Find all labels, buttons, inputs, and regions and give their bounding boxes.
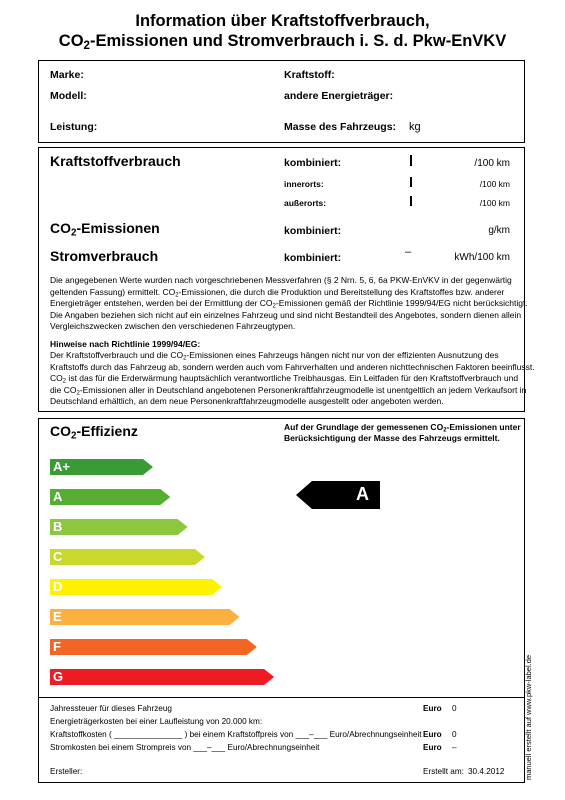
- efficiency-arrow-icon: [50, 609, 240, 625]
- value-mark-ausserorts: [410, 196, 412, 206]
- label-energietraegerkosten: Energieträgerkosten bei einer Laufleistung von 20.000 km:: [50, 717, 263, 726]
- efficiency-class-label: D: [53, 579, 63, 594]
- efficiency-arrow-icon: [50, 639, 257, 655]
- efficiency-class-f: [50, 639, 257, 655]
- costs-divider: [38, 697, 525, 698]
- label-kombiniert-strom: kombiniert:: [284, 252, 342, 264]
- label-kombiniert: kombiniert:: [284, 157, 342, 169]
- efficiency-arrow-icon: [50, 549, 205, 565]
- label-erstellt-am: Erstellt am:: [423, 767, 464, 776]
- rating-label: A: [356, 484, 369, 504]
- side-credit-text: manuell erstellt auf www.pkw-label.de: [524, 654, 533, 780]
- value-mark-kombiniert: [410, 155, 412, 166]
- vehicle-info-box: [38, 60, 525, 143]
- efficiency-class-b: [50, 519, 188, 535]
- label-andere-energietraeger: andere Energieträger:: [284, 90, 394, 102]
- erstellt-date: 30.4.2012: [468, 767, 505, 776]
- label-ersteller: Ersteller:: [50, 767, 83, 776]
- efficiency-arrow-icon: [50, 669, 274, 685]
- steuer-currency: Euro: [423, 704, 442, 713]
- label-leistung: Leistung:: [50, 121, 98, 133]
- efficiency-class-label: A+: [53, 459, 70, 474]
- label-kraftstoffkosten: Kraftstoffkosten ( _______________ ) bei einem Kraftstoffpreis von ___–___ Euro/Abrechnungseinheit: [50, 730, 422, 739]
- label-stromkosten: Stromkosten bei einem Strompreis von ___–___ Euro/Abrechnungseinheit: [50, 743, 320, 752]
- kraftstoff-currency: Euro: [423, 730, 442, 739]
- label-ausserorts: außerorts:: [284, 198, 327, 208]
- heading-kraftstoffverbrauch: Kraftstoffverbrauch: [50, 153, 181, 169]
- notes-hint-title: Hinweise nach Richtlinie 1999/94/EG:: [50, 339, 201, 349]
- value-mark-innerorts: [410, 177, 412, 187]
- side-credit: [520, 650, 538, 780]
- steuer-value: 0: [452, 704, 457, 713]
- efficiency-class-label: E: [53, 609, 62, 624]
- label-masse: Masse des Fahrzeugs:: [284, 121, 397, 133]
- label-kraftstoff: Kraftstoff:: [284, 69, 335, 81]
- heading-co2-emissionen: $CO_2$-Emissionen: [50, 220, 160, 239]
- efficiency-class-label: G: [53, 669, 64, 684]
- notes-paragraph-2: Der Kraftstoffverbrauch und die $CO_2$-Emissionen eines Fahrzeugs hängen nicht nur von der effizienten Ausnutzung des Kraftstoffs durch das Fahrzeug ab, sondern werden auch vom Fahrverhalten und anderen nichttechnischen Faktoren beeinflusst. $CO_2$ ist das für die Erderwärmung hauptsächlich verantwortliche Treibhausgas. Ein Leitfaden für den Kraftstoffverbrauch und die $CO_2$-Emissionen aller in Deutschland angebotenen Personenkraftfahrzeugmodelle ist unentgeltlich an jedem Verkaufsort in Deutschland erhältlich, an dem neue Personenkraftfahrzeugmodelle ausgestellt oder angeboten werden.: [50, 350, 535, 407]
- label-kombiniert-co2: kombiniert:: [284, 225, 342, 237]
- efficiency-class-label: A: [53, 489, 63, 504]
- efficiency-arrow-icon: [50, 579, 222, 595]
- efficiency-class-a: [50, 489, 170, 505]
- label-jahressteuer: Jahressteuer für dieses Fahrzeug: [50, 704, 172, 713]
- efficiency-class-d: [50, 579, 222, 595]
- rating-indicator: [296, 481, 380, 509]
- page-title-line-2: $CO_2$-Emissionen und Stromverbrauch i. S. d. Pkw-EnVKV: [58, 32, 507, 52]
- strom-value: –: [452, 743, 457, 752]
- efficiency-class-g: [50, 669, 274, 685]
- efficiency-class-label: F: [53, 639, 61, 654]
- efficiency-class-label: B: [53, 519, 63, 534]
- efficiency-arrow-icon: [50, 519, 188, 535]
- efficiency-class-e: [50, 609, 240, 625]
- efficiency-class-a-plus: [50, 459, 153, 475]
- strom-currency: Euro: [423, 743, 442, 752]
- label-marke: Marke:: [50, 69, 84, 81]
- unit-innerorts: /100 km: [479, 179, 510, 189]
- efficiency-class-c: [50, 549, 205, 565]
- masse-unit: kg: [409, 121, 421, 133]
- unit-kwh: kWh/100 km: [454, 252, 510, 263]
- efficiency-basis-note: Auf der Grundlage der gemessenen $CO_2$-Emissionen unter Berücksichtigung der Masse des Fahrzeugs ermittelt.: [284, 422, 521, 443]
- efficiency-class-label: C: [53, 549, 63, 564]
- efficiency-arrow-icon: [50, 489, 170, 505]
- unit-gkm: g/km: [488, 225, 510, 236]
- kraftstoff-value: 0: [452, 730, 457, 739]
- strom-dash: –: [405, 246, 412, 258]
- label-modell: Modell:: [50, 90, 87, 102]
- heading-co2-effizienz: $CO_2$-Effizienz: [50, 423, 138, 442]
- unit-ausserorts: /100 km: [479, 198, 510, 208]
- notes-paragraph-1: Die angegebenen Werte wurden nach vorgeschriebenen Messverfahren (§ 2 Nrn. 5, 6, 6a PKW-EnVKV in der gegenwärtig geltenden Fassung) ermittelt. $CO_2$-Emissionen, die durch die Produktion und Bereitstellung des Kraftstoffes bzw. anderer Energieträger entstehen, werden bei der Ermittlung der $CO_2$-Emissionen gemäß der Richtlinie 1999/94/EG nicht berücksichtigt. Die Angaben beziehen sich nicht auf ein einzelnes Fahrzeug und sind nicht Bestandteil des Angebotes, sondern dienen allein Vergleichszwecken zwischen den verschiedenen Fahrzeugtypen.: [50, 275, 528, 332]
- unit-kombiniert: /100 km: [474, 158, 510, 169]
- page-title-line-1: Information über Kraftstoffverbrauch,: [135, 12, 430, 30]
- heading-stromverbrauch: Stromverbrauch: [50, 248, 159, 264]
- label-innerorts: innerorts:: [284, 179, 324, 189]
